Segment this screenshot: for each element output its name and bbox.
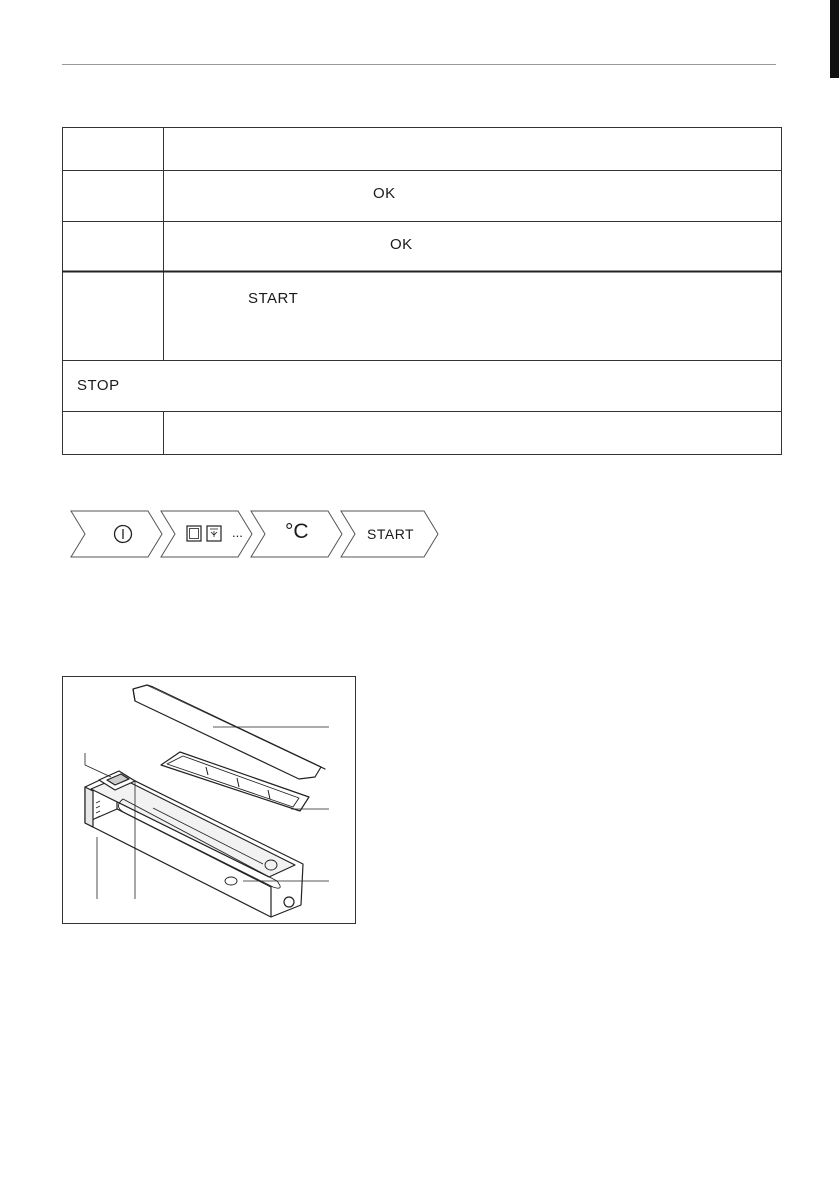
stop-label: STOP (77, 377, 120, 394)
ok-key-label: OK (373, 185, 396, 202)
start-key-label: START (248, 290, 299, 307)
instruction-table (0, 0, 839, 470)
ok-key-label: OK (390, 236, 413, 253)
more-functions-ellipsis: ... (232, 525, 243, 540)
water-drawer-figure (62, 676, 356, 924)
start-step-label: START (367, 526, 415, 542)
water-drawer-illustration (63, 677, 355, 923)
temperature-label: °C (285, 520, 309, 543)
step-sequence (70, 510, 440, 565)
